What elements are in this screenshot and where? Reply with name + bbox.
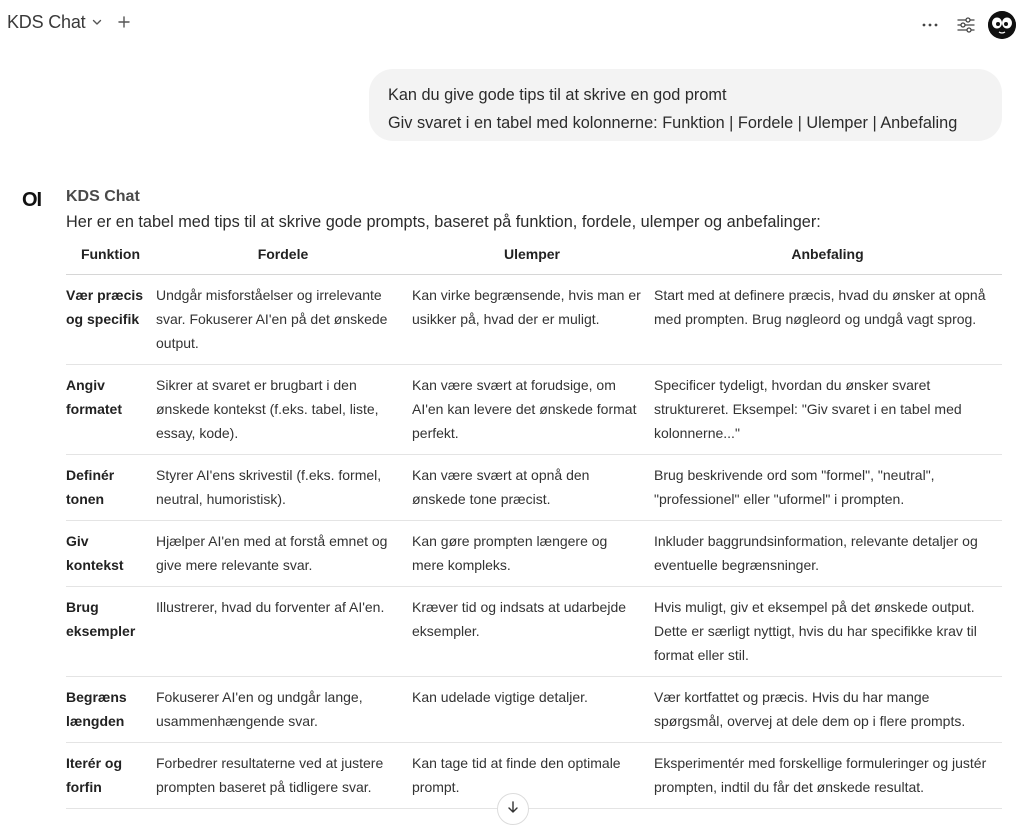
funktion-cell: Vær præcis og specifik [66,274,155,364]
fordele-cell: Forbedrer resultaterne ved at justere prompten baseret på tidligere svar. [155,742,411,808]
table-row [66,742,1002,808]
scroll-to-bottom-button[interactable] [497,793,529,825]
fordele-cell: Styrer AI'ens skrivestil (f.eks. formel, neutral, humoristisk). [155,454,411,520]
model-name: KDS Chat [7,12,86,32]
table-row [66,520,1002,586]
plus-icon[interactable] [117,15,131,34]
funktion-cell: Giv kontekst [66,520,155,586]
chevron-down-icon [91,15,103,33]
user-message-line: Giv svaret i en tabel med kolonnerne: Funktion | Fordele | Ulemper | Anbefaling [388,114,958,132]
ulemper-cell: Kan gøre prompten længere og mere kompleks. [411,520,653,586]
table-row [66,274,1002,364]
sliders-icon[interactable] [956,16,976,39]
table-row [66,364,1002,454]
funktion-cell: Brug eksempler [66,586,155,676]
assistant-name: KDS Chat [66,188,140,205]
funktion-cell: Begræns længden [66,676,155,742]
funktion-cell: Definér tonen [66,454,155,520]
table-row [66,454,1002,520]
fordele-cell: Undgår misforståelser og irrelevante svar. Fokuserer AI'en på det ønskede output. [155,274,411,364]
fordele-cell: Hjælper AI'en med at forstå emnet og give mere relevante svar. [155,520,411,586]
anbefaling-cell: Brug beskrivende ord som "formel", "neutral", "professionel" eller "uformel" i prompten. [653,454,1002,520]
anbefaling-cell: Start med at definere præcis, hvad du ønsker at opnå med prompten. Brug nøgleord og undgå vagt sprog. [653,274,1002,364]
column-header: Ulemper [411,243,653,274]
ulemper-cell: Kan udelade vigtige detaljer. [411,676,653,742]
assistant-intro-text: Her er en tabel med tips til at skrive gode prompts, baseret på funktion, fordele, ulemper og anbefalinger: [66,213,821,231]
ulemper-cell: Kan virke begrænsende, hvis man er usikker på, hvad der er muligt. [411,274,653,364]
anbefaling-cell: Eksperimentér med forskellige formuleringer og justér prompten, indtil du får det ønskede resultat. [653,742,1002,808]
top-bar [0,0,1024,50]
model-selector[interactable] [7,12,103,33]
ulemper-cell: Kræver tid og indsats at udarbejde eksempler. [411,586,653,676]
funktion-cell: Angiv formatet [66,364,155,454]
column-header: Funktion [66,243,155,274]
ulemper-cell: Kan være svært at forudsige, om AI'en kan levere det ønskede format perfekt. [411,364,653,454]
column-header: Anbefaling [653,243,1002,274]
ulemper-cell: Kan tage tid at finde den optimale prompt. [411,742,653,808]
user-message-line: Kan du give gode tips til at skrive en god promt [388,86,727,104]
fordele-cell: Sikrer at svaret er brugbart i den ønskede kontekst (f.eks. tabel, liste, essay, kode). [155,364,411,454]
tips-table-container [66,243,1002,809]
assistant-logo: OI [22,189,42,211]
tips-table [66,243,1002,809]
user-message-bubble [369,69,1002,141]
table-row [66,586,1002,676]
column-header: Fordele [155,243,411,274]
anbefaling-cell: Hvis muligt, giv et eksempel på det ønskede output. Dette er særligt nyttigt, hvis du har specifikke krav til format eller stil. [653,586,1002,676]
funktion-cell: Iterér og forfin [66,742,155,808]
anbefaling-cell: Inkluder baggrundsinformation, relevante detaljer og eventuelle begrænsninger. [653,520,1002,586]
fordele-cell: Illustrerer, hvad du forventer af AI'en. [155,586,411,676]
more-dots-icon[interactable] [920,17,940,38]
table-header-row [66,243,1002,274]
arrow-down-icon [506,800,520,819]
ulemper-cell: Kan være svært at opnå den ønskede tone præcist. [411,454,653,520]
table-row [66,676,1002,742]
fordele-cell: Fokuserer AI'en og undgår lange, usammenhængende svar. [155,676,411,742]
anbefaling-cell: Specificer tydeligt, hvordan du ønsker svaret struktureret. Eksempel: "Giv svaret i en tabel med kolonnerne..." [653,364,1002,454]
user-avatar[interactable] [988,11,1016,39]
anbefaling-cell: Vær kortfattet og præcis. Hvis du har mange spørgsmål, overvej at dele dem op i flere prompts. [653,676,1002,742]
